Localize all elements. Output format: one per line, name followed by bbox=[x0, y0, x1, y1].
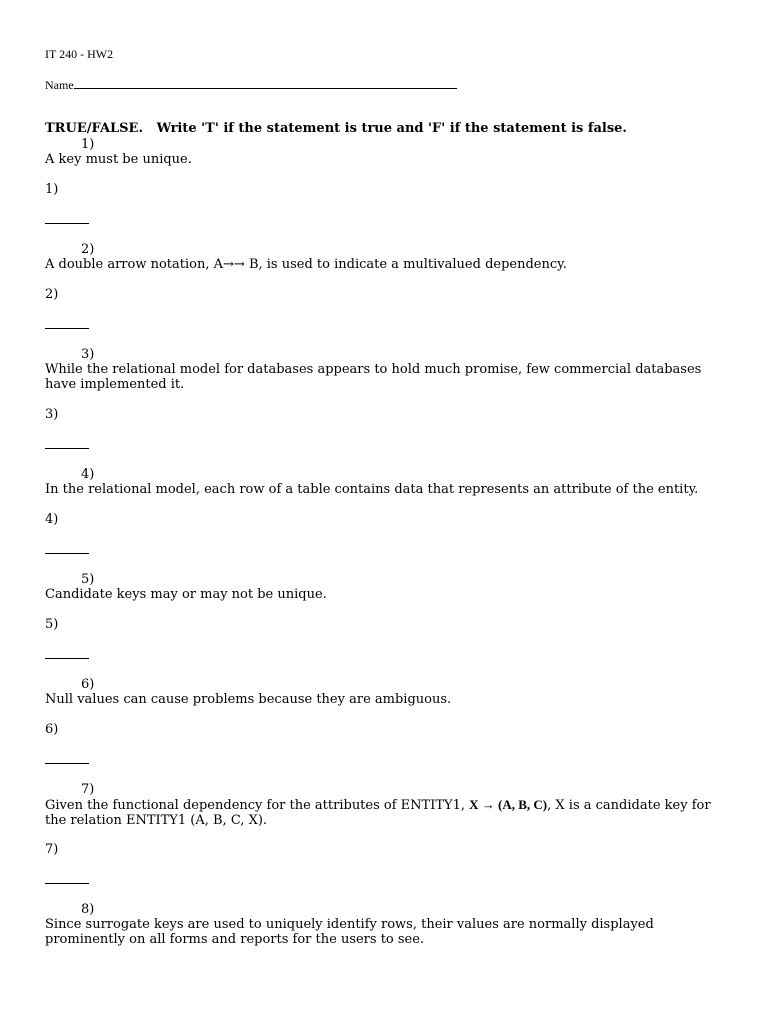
question-text: Null values can cause problems because they are ambiguous. bbox=[45, 692, 452, 707]
question-text-part: , X is a candidate key for the relation ENTITY1 (A, B, C, X). bbox=[45, 798, 711, 828]
answer-number: 4) bbox=[45, 512, 59, 527]
answer-number: 2) bbox=[45, 287, 59, 302]
question-text: Candidate keys may or may not be unique. bbox=[45, 587, 327, 602]
question-number: 4) bbox=[81, 467, 95, 482]
answer-blank[interactable] bbox=[45, 448, 89, 449]
answer-number: 7) bbox=[45, 842, 59, 857]
question-text: While the relational model for databases appears to hold much promise, few commercial databases have implemented it. bbox=[45, 362, 702, 392]
question-number: 5) bbox=[81, 572, 95, 587]
question-text bbox=[45, 797, 725, 828]
name-label: Name bbox=[45, 78, 74, 92]
question-number: 7) bbox=[81, 782, 95, 797]
course-title: IT 240 - HW2 bbox=[45, 47, 114, 61]
answer-number: 3) bbox=[45, 407, 59, 422]
answer-blank[interactable] bbox=[45, 883, 89, 884]
answer-blank[interactable] bbox=[45, 223, 89, 224]
name-field bbox=[45, 77, 457, 93]
question-text: In the relational model, each row of a table contains data that represents an attribute of the entity. bbox=[45, 482, 699, 497]
question-number: 6) bbox=[81, 677, 95, 692]
question-text: Since surrogate keys are used to uniquely identify rows, their values are normally displayed prominently on all forms and reports for the users to see. bbox=[45, 917, 654, 947]
question-text: A key must be unique. bbox=[45, 152, 192, 167]
instructions: TRUE/FALSE. Write 'T' if the statement is true and 'F' if the statement is false. bbox=[45, 121, 627, 136]
answer-blank[interactable] bbox=[45, 553, 89, 554]
answer-blank[interactable] bbox=[45, 328, 89, 329]
answer-blank[interactable] bbox=[45, 658, 89, 659]
answer-number: 5) bbox=[45, 617, 59, 632]
question-number: 2) bbox=[81, 242, 95, 257]
question-text-part: Given the functional dependency for the attributes of ENTITY1, bbox=[45, 798, 470, 813]
answer-blank[interactable] bbox=[45, 763, 89, 764]
question-number: 8) bbox=[81, 902, 95, 917]
answer-number: 1) bbox=[45, 182, 59, 197]
functional-dependency: X → (A, B, C) bbox=[469, 797, 548, 812]
question-number: 1) bbox=[81, 137, 95, 152]
question-number: 3) bbox=[81, 347, 95, 362]
question-text: A double arrow notation, A→→ B, is used to indicate a multivalued dependency. bbox=[45, 257, 567, 272]
answer-number: 6) bbox=[45, 722, 59, 737]
name-line[interactable] bbox=[74, 77, 457, 89]
